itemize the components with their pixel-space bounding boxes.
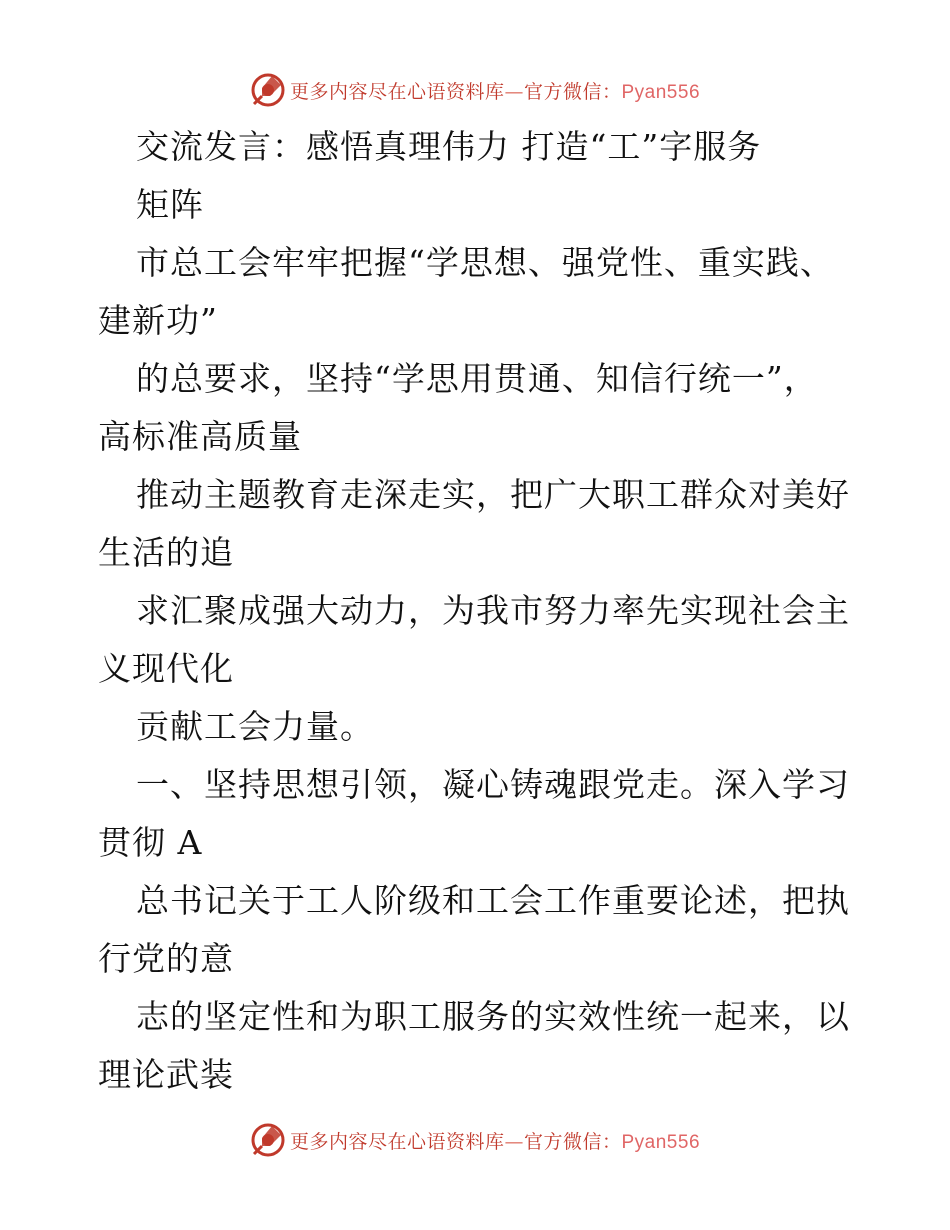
text-line: 高标准高质量	[98, 417, 302, 456]
text-line: 的总要求，坚持“学思用贯通、知信行统一”，	[136, 359, 818, 398]
watermark-text: 更多内容尽在心语资料库—官方微信：Pyan556	[289, 80, 701, 103]
text-line: 一、坚持思想引领，凝心铸魂跟党走。深入学习	[136, 765, 850, 804]
header-watermark	[0, 70, 950, 110]
text-line: 行党的意	[98, 939, 234, 978]
text-line: 求汇聚成强大动力，为我市努力率先实现社会主	[136, 591, 850, 630]
text-line: 建新功”	[98, 301, 218, 340]
text-line: 贡献工会力量。	[136, 707, 374, 746]
text-line: 志的坚定性和为职工服务的实效性统一起来，以	[136, 997, 850, 1036]
document-body	[98, 118, 858, 1104]
text-line: 贯彻 A	[98, 823, 203, 862]
watermark-text: 更多内容尽在心语资料库—官方微信：Pyan556	[289, 1130, 701, 1153]
pen-logo-icon	[250, 72, 286, 108]
text-line: 生活的追	[98, 533, 234, 572]
footer-watermark	[0, 1120, 950, 1160]
text-line: 义现代化	[98, 649, 234, 688]
text-line: 交流发言：感悟真理伟力 打造“工”字服务	[136, 127, 762, 166]
text-line: 市总工会牢牢把握“学思想、强党性、重实践、	[136, 243, 834, 282]
text-line: 总书记关于工人阶级和工会工作重要论述，把执	[136, 881, 850, 920]
text-line: 矩阵	[136, 185, 204, 224]
text-line: 推动主题教育走深走实，把广大职工群众对美好	[136, 475, 850, 514]
pen-logo-icon	[250, 1122, 286, 1158]
text-line: 理论武装	[98, 1055, 234, 1094]
